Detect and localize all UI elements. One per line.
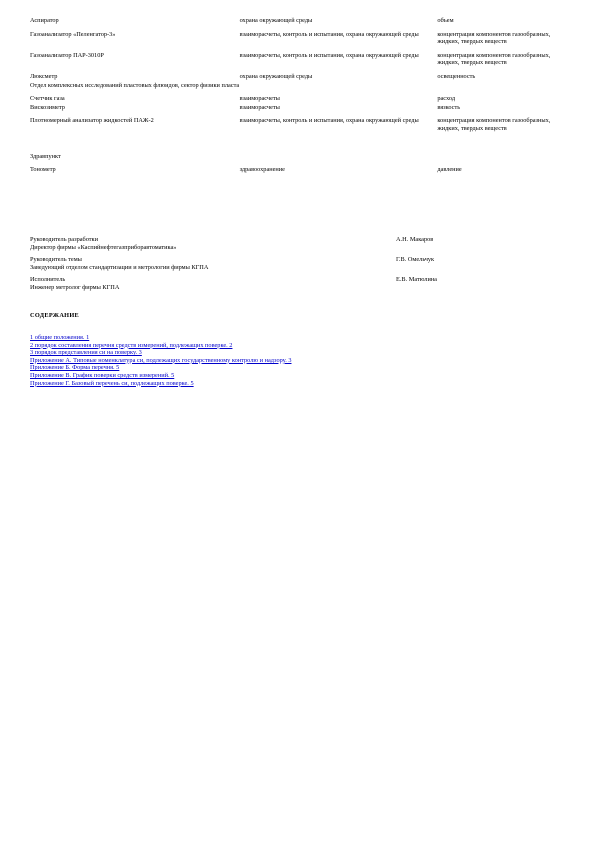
toc-link[interactable]: 3 порядок представления си на поверку. 3 (30, 349, 142, 357)
instrument-purpose: взаиморасчеты, контроль и испытания, охрана окружающей среды (239, 30, 419, 38)
signature-person: А.Н. Макаров (396, 236, 434, 243)
signature-roles (30, 256, 396, 271)
signature-role: Исполнитель (30, 276, 66, 284)
instrument-parameter: давление (437, 166, 462, 174)
signature-role: Руководитель темы (30, 256, 82, 264)
instrument-parameter: концентрация компонентов газообразных, жидких, твердых веществ (437, 117, 551, 132)
signature-row (30, 276, 570, 291)
instrument-name: Газоанализатор ПАР-3010Р (30, 51, 104, 59)
instrument-purpose: охрана окружающей среды (239, 17, 313, 24)
signature-row (30, 236, 570, 251)
table-of-contents (30, 334, 570, 387)
signature-role: Руководитель разработки (30, 236, 98, 243)
instrument-purpose: здравоохранение (239, 166, 285, 174)
signature-row (30, 256, 570, 271)
instrument-name: Тонометр (30, 166, 56, 174)
toc-title: СОДЕРЖАНИЕ (30, 312, 80, 319)
table-row (30, 95, 570, 104)
table-row (30, 104, 570, 118)
table-row (30, 73, 570, 82)
instrument-name: Люксметр (30, 72, 58, 80)
signatures-block (30, 236, 570, 297)
signature-person: Г.В. Омельчук (396, 256, 435, 264)
table-row (30, 17, 570, 31)
instruments-table (30, 17, 570, 180)
signature-position: Директор фирмы «Каспийнефтегазприборавтоматика» (30, 243, 177, 251)
instrument-purpose: взаиморасчеты (239, 103, 280, 111)
table-row (30, 52, 570, 73)
instrument-name: Газоанализатор «Пеленгатор-3» (30, 30, 116, 38)
instrument-name: Аспиратор (30, 17, 59, 24)
toc-link[interactable]: Приложение Б. Форма перечня. 5 (30, 364, 120, 372)
instrument-name: Вискозиметр (30, 103, 65, 111)
instrument-purpose: взаиморасчеты, контроль и испытания, охрана окружающей среды (239, 117, 419, 125)
signature-roles (30, 276, 396, 291)
toc-link[interactable]: Приложение В. График поверки средств измерений. 5 (30, 371, 175, 379)
instrument-parameter: вязкость (437, 103, 461, 111)
instrument-name: Плотномерный анализатор жидкостей ПАЖ-2 (30, 117, 154, 125)
signature-position: Инженер метролог фирмы КГПА (30, 283, 120, 291)
section-header: Отдел комплексных исследований пластовых флюидов, сектор физики пласта (30, 81, 240, 89)
signature-person: Е.В. Матюлина (396, 276, 437, 284)
toc-link[interactable]: Приложение Г. Базовый перечень си, подлежащих поверке. 5 (30, 379, 194, 387)
signature-position: Заведующий отделом стандартизации и метрологии фирмы КГПА (30, 263, 209, 271)
table-row (30, 166, 570, 180)
subsection-header: Здравпункт (30, 152, 61, 160)
table-row (30, 117, 570, 138)
instrument-name: Счетчик газа (30, 95, 65, 103)
instrument-parameter: концентрация компонентов газообразных, жидких, твердых веществ (437, 51, 551, 67)
instrument-parameter: объем (437, 17, 454, 24)
instrument-purpose: взаиморасчеты, контроль и испытания, охрана окружающей среды (239, 51, 419, 59)
instrument-parameter: расход (437, 95, 456, 103)
section-header-row (30, 139, 570, 167)
toc-link[interactable]: 1 общие положения. 1 (30, 334, 90, 341)
instrument-purpose: охрана окружающей среды (239, 72, 313, 80)
toc-link[interactable]: 2 порядок составления перечня средств измерений, подлежащих поверке. 2 (30, 341, 233, 349)
section-header-row (30, 82, 570, 96)
instrument-parameter: освещенность (437, 72, 476, 80)
instrument-purpose: взаиморасчеты (239, 95, 280, 103)
toc-link[interactable]: Приложение А. Типовые номенклатура си, подлежащих государственному контролю и надзору. 3 (30, 356, 292, 364)
signature-roles (30, 236, 396, 251)
instrument-parameter: концентрация компонентов газообразных, жидких, твердых веществ (437, 30, 551, 46)
table-row (30, 31, 570, 52)
